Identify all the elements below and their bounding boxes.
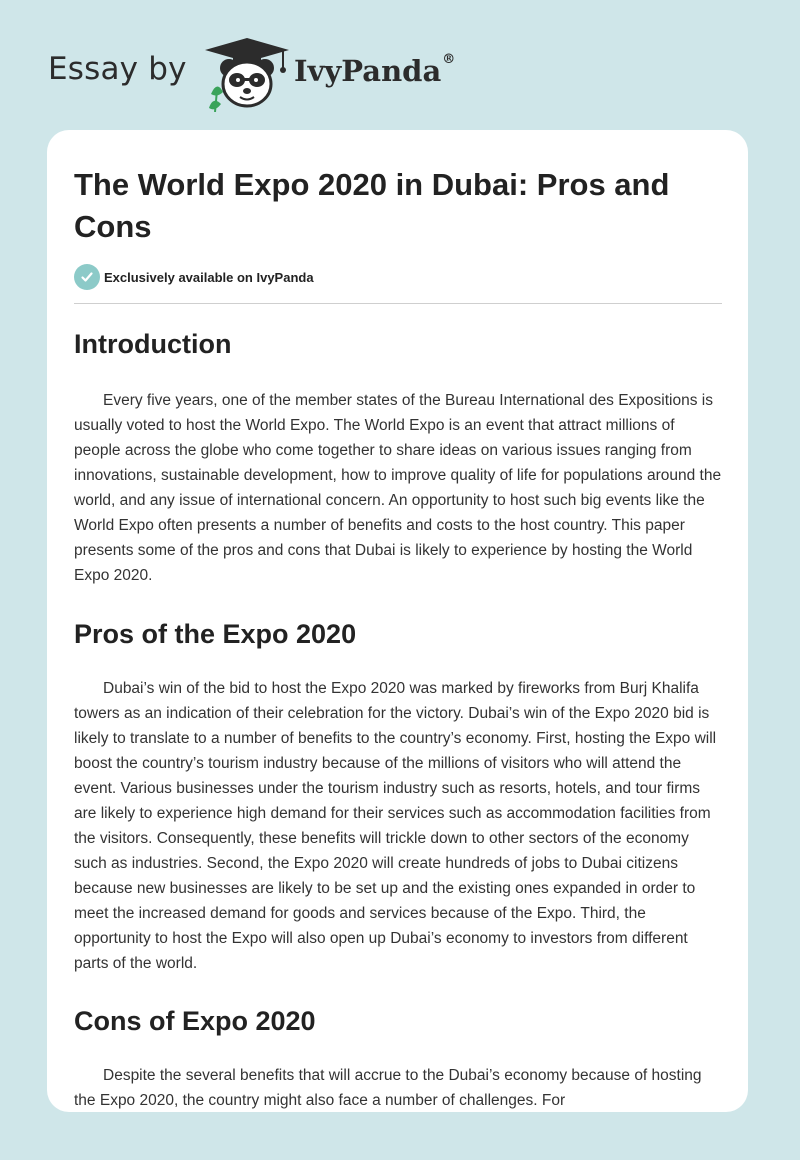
essay-title: The World Expo 2020 in Dubai: Pros and Cons xyxy=(74,167,670,244)
section-paragraph-pros: Dubai’s win of the bid to host the Expo 2020 was marked by fireworks from Burj Khalifa towers as an indication of their celebration for the victory. Dubai’s win of the Expo 2020 bid is likely to translate to a number of benefits to the country’s economy. First, hosting the Expo will boost the country’s tourism industry because of the millions of visitors who will attend the event. Various businesses under the tourism industry such as resorts, hotels, and tour firms are likely to experience high demand for their services such as accommodation facilities from the visitors. Consequently, these benefits will trickle down to other sectors of the economy such as industries. Second, the Expo 2020 will create hundreds of jobs to Dubai citizens because new businesses are likely to be set up and the existing ones expanded in order to meet the increased demand for goods and services because of the Expo. Third, the opportunity to host the Expo will also open up Dubai’s economy to investors from different parts of the world. xyxy=(74,680,717,972)
exclusive-label: Exclusively available on IvyPanda xyxy=(104,269,314,285)
section-paragraph-introduction: Every five years, one of the member states of the Bureau International des Expositions is usually voted to host the World Expo. The World Expo is an event that attract millions of people across the globe who come together to share ideas on various issues ranging from innovations, sustainable development, how to improve quality of life for populations around the world, and any issue of international concern. An opportunity to host such big events like the World Expo often presents a number of benefits and costs to the host country. This paper presents some of the pros and cons that Dubai is likely to experience by hosting the World Expo 2020. xyxy=(74,392,722,584)
section-heading-cons: Cons of Expo 2020 xyxy=(74,1006,316,1036)
title-divider xyxy=(74,303,722,304)
registered-mark: ® xyxy=(442,52,456,67)
essay-card xyxy=(47,130,748,1112)
section-paragraph-cons: Despite the several benefits that will accrue to the Dubai’s economy because of hosting the Expo 2020, the country might also face a number of challenges. For xyxy=(74,1067,702,1109)
exclusive-badge xyxy=(74,264,722,290)
section-heading-pros: Pros of the Expo 2020 xyxy=(74,619,357,649)
ivypanda-brand-name[interactable]: IvyPanda® xyxy=(294,52,456,88)
site-header xyxy=(48,30,508,110)
section-heading-introduction: Introduction xyxy=(74,329,232,359)
panda-graduate-logo-icon[interactable] xyxy=(203,34,293,112)
checkmark-icon xyxy=(74,264,100,290)
essay-by-label: Essay by xyxy=(48,51,187,87)
essay-content xyxy=(74,164,722,1112)
